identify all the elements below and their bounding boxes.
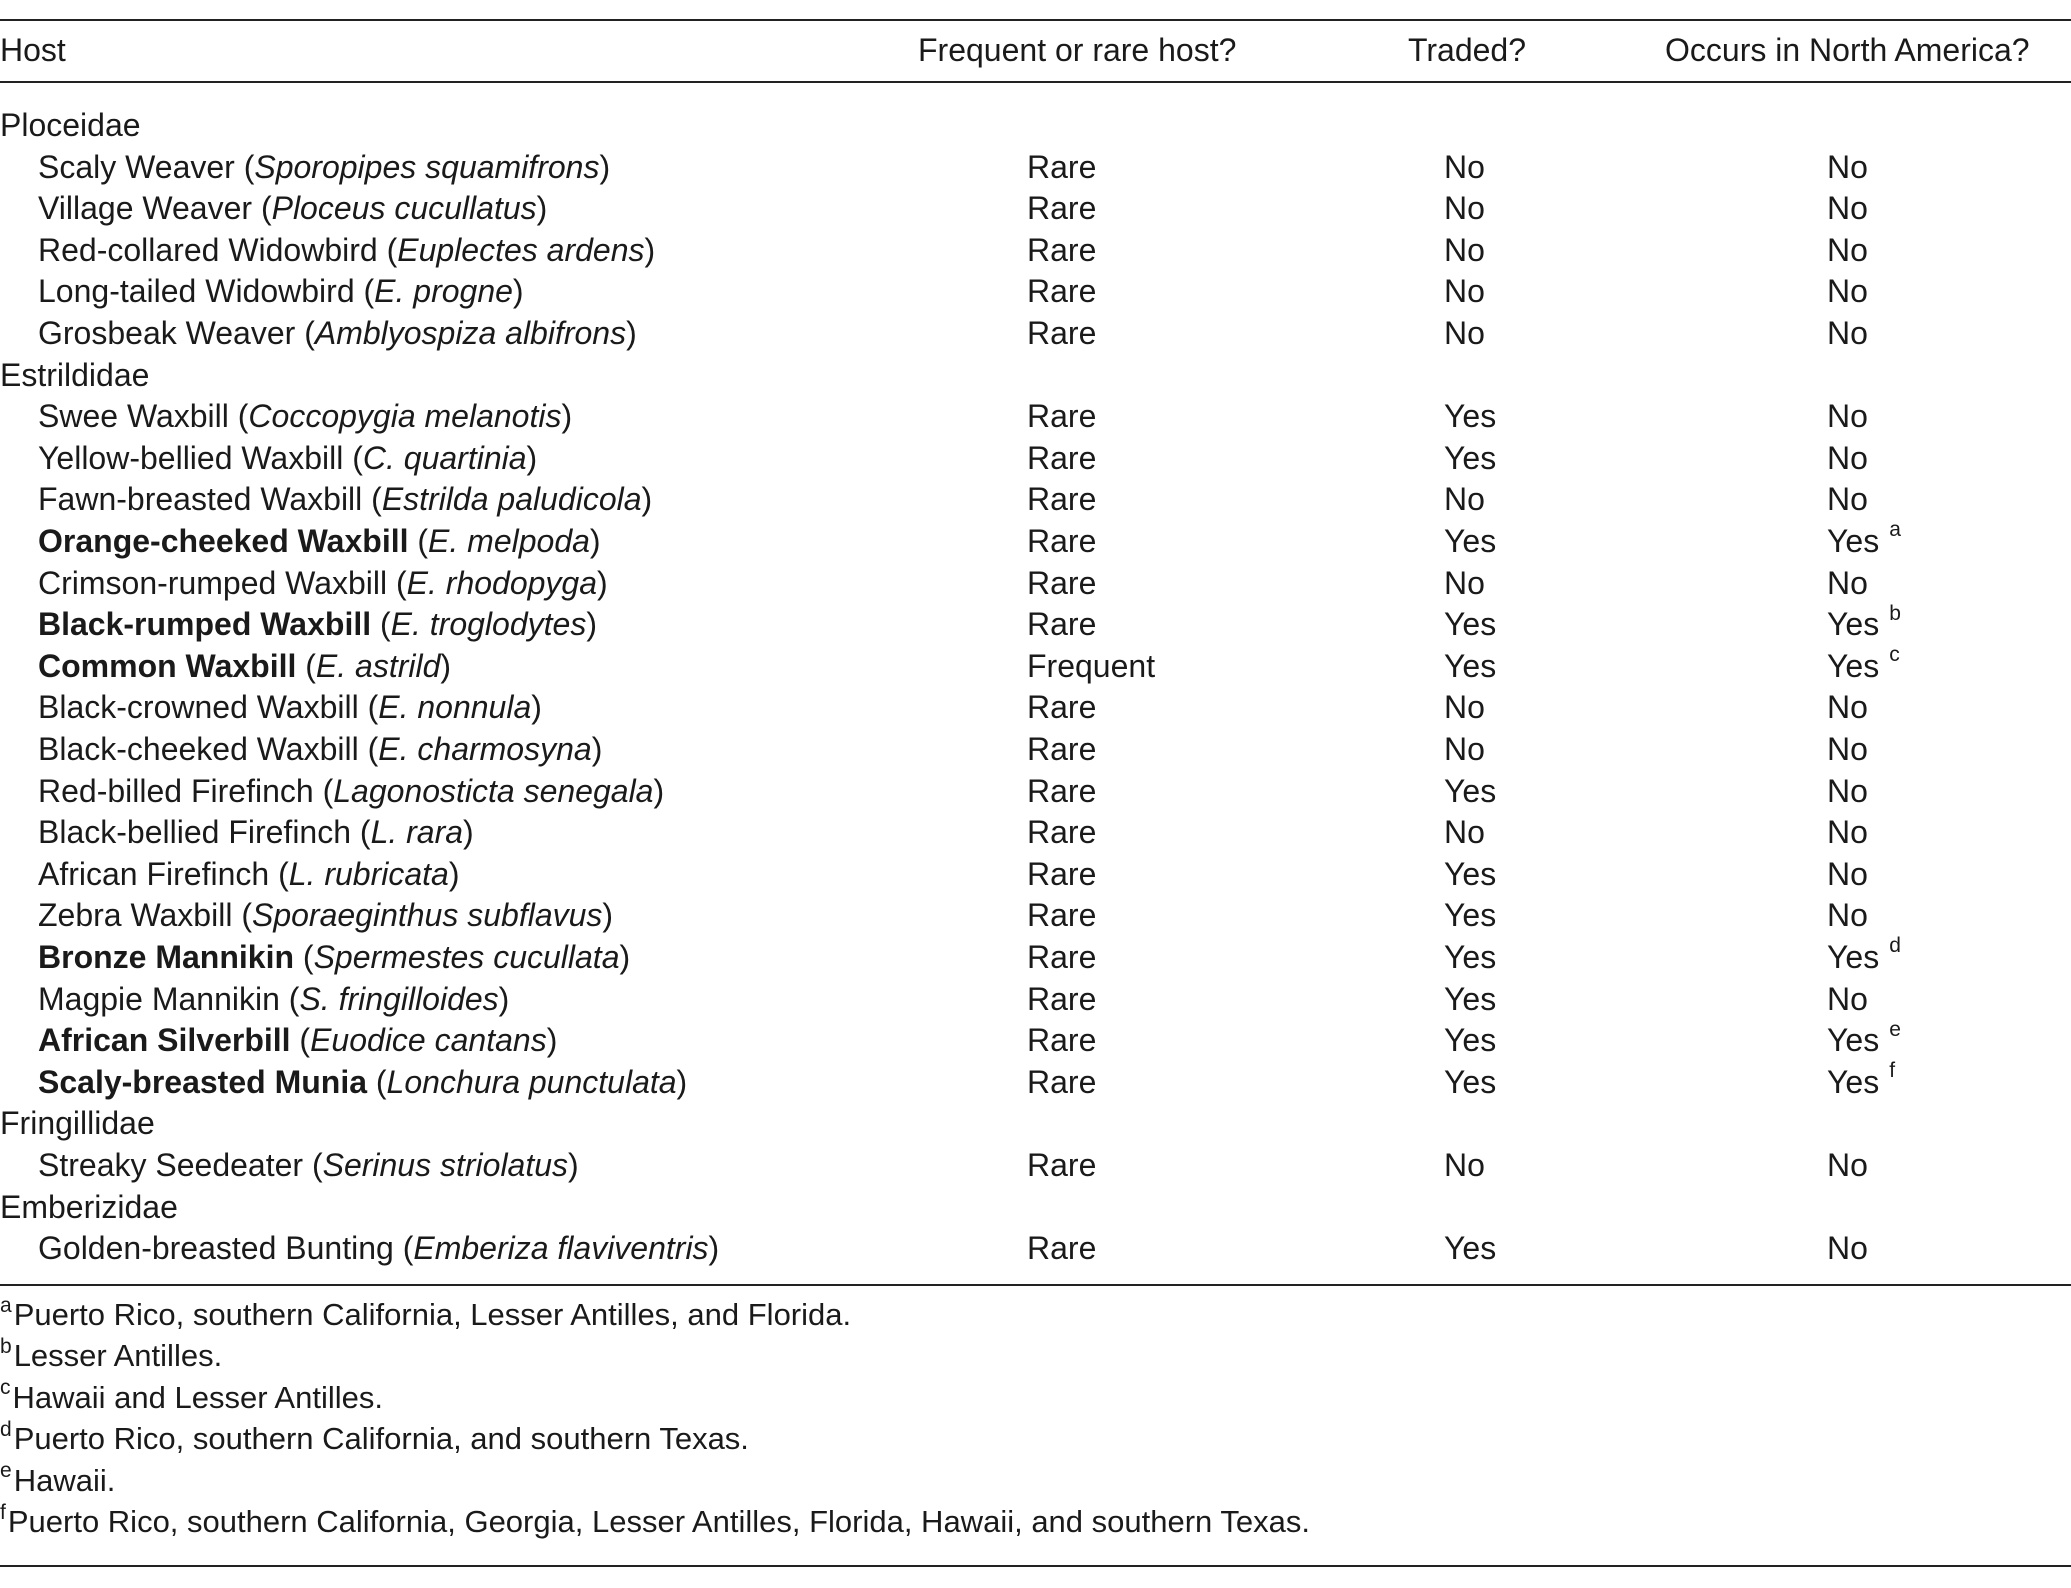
- scientific-name: Sporaeginthus subflavus: [251, 897, 603, 934]
- bottom-rule: [0, 1565, 2071, 1567]
- north-america-cell: [1827, 187, 1868, 229]
- common-name: Scaly-breasted Munia: [38, 1063, 367, 1100]
- table-row: [0, 270, 2071, 312]
- host-cell: Orange-cheeked Waxbill (E. melpoda): [38, 523, 601, 559]
- traded-cell: Yes: [1444, 647, 1497, 684]
- north-america-value: No: [1827, 315, 1868, 351]
- family-name: Emberizidae: [0, 1188, 178, 1225]
- common-name: African Firefinch: [38, 855, 270, 892]
- frequency-cell: Rare: [1027, 1022, 1097, 1059]
- scientific-name: Lagonosticta senegala: [333, 772, 654, 809]
- common-name: Orange-cheeked Waxbill: [38, 523, 409, 559]
- header-traded: Traded?: [1408, 32, 1526, 68]
- host-cell: Magpie Mannikin (S. fringilloides): [38, 980, 510, 1017]
- north-america-cell: [1827, 936, 1901, 978]
- scientific-name: L. rubricata: [288, 855, 449, 892]
- scientific-name: E. progne: [374, 273, 513, 310]
- common-name: Streaky Seedeater: [38, 1147, 304, 1183]
- host-cell: Red-collared Widowbird (Euplectes ardens): [38, 231, 656, 268]
- header-host: Host: [0, 32, 66, 68]
- north-america-cell: [1827, 312, 1868, 354]
- footnote-letter: d: [0, 1417, 12, 1441]
- north-america-cell: [1827, 562, 1868, 604]
- footnote: [0, 1502, 1310, 1542]
- frequency-cell: Rare: [1027, 481, 1097, 518]
- common-name: Common Waxbill: [38, 647, 297, 684]
- common-name: Black-rumped Waxbill: [38, 606, 372, 643]
- footnote: [0, 1378, 383, 1418]
- traded-cell: No: [1444, 231, 1485, 268]
- scientific-name: Euplectes ardens: [397, 231, 645, 268]
- scientific-name: Emberiza flaviventris: [413, 1230, 709, 1267]
- family-row: [0, 1102, 2071, 1144]
- common-name: Magpie Mannikin: [38, 980, 280, 1017]
- traded-cell: Yes: [1444, 980, 1497, 1017]
- table-row: [0, 770, 2071, 812]
- host-cell: Scaly-breasted Munia (Lonchura punctulata): [38, 1063, 688, 1100]
- scientific-name: C. quartinia: [362, 439, 527, 476]
- north-america-cell: [1827, 520, 1901, 562]
- frequency-cell: Rare: [1027, 190, 1097, 227]
- north-america-cell: [1827, 603, 1901, 645]
- table-row: [0, 686, 2071, 728]
- north-america-value: No: [1827, 731, 1868, 767]
- traded-cell: Yes: [1444, 439, 1497, 476]
- table-row: [0, 562, 2071, 604]
- footnote-text: Puerto Rico, southern California, and southern Texas.: [13, 1421, 749, 1457]
- north-america-cell: [1827, 728, 1868, 770]
- host-cell: Black-cheeked Waxbill (E. charmosyna): [38, 731, 603, 767]
- traded-cell: Yes: [1444, 1022, 1497, 1059]
- traded-cell: Yes: [1444, 855, 1497, 892]
- north-america-cell: [1827, 1227, 1868, 1269]
- scientific-name: Lonchura punctulata: [386, 1063, 677, 1100]
- footnote-mark: c: [1889, 643, 1900, 667]
- north-america-value: No: [1827, 855, 1868, 892]
- traded-cell: No: [1444, 148, 1485, 185]
- table-row: [0, 520, 2071, 562]
- north-america-value: Yes: [1827, 647, 1880, 684]
- footnote-text: Lesser Antilles.: [13, 1338, 223, 1374]
- north-america-cell: [1827, 270, 1868, 312]
- host-cell: Black-rumped Waxbill (E. troglodytes): [38, 606, 597, 643]
- north-america-cell: [1827, 1061, 1895, 1103]
- common-name: Black-cheeked Waxbill: [38, 731, 359, 767]
- frequency-cell: Rare: [1027, 1147, 1097, 1183]
- footnote-mark: f: [1889, 1059, 1896, 1083]
- scientific-name: E. astrild: [315, 647, 441, 684]
- table-row: [0, 187, 2071, 229]
- table-row: [0, 146, 2071, 188]
- footnote: [0, 1295, 851, 1335]
- table-row: [0, 811, 2071, 853]
- traded-cell: Yes: [1444, 1230, 1497, 1267]
- footnote-letter: e: [0, 1459, 12, 1483]
- common-name: Black-crowned Waxbill: [38, 689, 359, 726]
- footnote-text: Puerto Rico, southern California, Georgia, Lesser Antilles, Florida, Hawaii, and southern Texas.: [7, 1504, 1310, 1539]
- scientific-name: Coccopygia melanotis: [248, 398, 562, 435]
- north-america-value: No: [1827, 439, 1868, 476]
- north-america-cell: [1827, 437, 1868, 479]
- north-america-cell: [1827, 229, 1868, 271]
- north-america-cell: [1827, 146, 1868, 188]
- frequency-cell: Rare: [1027, 731, 1097, 767]
- host-cell: Zebra Waxbill (Sporaeginthus subflavus): [38, 897, 614, 934]
- table-row: [0, 1227, 2071, 1269]
- table-row: [0, 478, 2071, 520]
- footnote-letter: c: [0, 1376, 11, 1400]
- host-cell: African Firefinch (L. rubricata): [38, 855, 460, 892]
- table-row: [0, 395, 2071, 437]
- common-name: Red-collared Widowbird: [38, 231, 378, 268]
- footnote: [0, 1336, 222, 1376]
- host-cell: Yellow-bellied Waxbill (C. quartinia): [38, 439, 538, 476]
- footnote-text: Puerto Rico, southern California, Lesser Antilles, and Florida.: [13, 1297, 852, 1332]
- footnote: [0, 1419, 749, 1459]
- scientific-name: Sporopipes squamifrons: [254, 148, 600, 185]
- north-america-value: No: [1827, 564, 1868, 601]
- traded-cell: No: [1444, 315, 1485, 351]
- table-row: [0, 645, 2071, 687]
- traded-cell: No: [1444, 564, 1485, 601]
- host-cell: Scaly Weaver (Sporopipes squamifrons): [38, 148, 611, 185]
- host-cell: Common Waxbill (E. astrild): [38, 647, 452, 684]
- table-row: [0, 936, 2071, 978]
- table-row: [0, 853, 2071, 895]
- north-america-value: No: [1827, 689, 1868, 726]
- traded-cell: Yes: [1444, 1063, 1497, 1100]
- table-row: [0, 1019, 2071, 1061]
- host-cell: Village Weaver (Ploceus cucullatus): [38, 190, 548, 227]
- traded-cell: No: [1444, 1147, 1485, 1183]
- scientific-name: Estrilda paludicola: [381, 481, 642, 518]
- common-name: Black-bellied Firefinch: [38, 814, 352, 851]
- north-america-cell: [1827, 395, 1868, 437]
- frequency-cell: Rare: [1027, 814, 1097, 851]
- family-row: [0, 354, 2071, 396]
- common-name: Village Weaver: [38, 190, 253, 227]
- host-cell: Golden-breasted Bunting (Emberiza flaviventris): [38, 1230, 720, 1267]
- traded-cell: No: [1444, 689, 1485, 726]
- frequency-cell: Rare: [1027, 231, 1097, 268]
- footnote-text: Hawaii and Lesser Antilles.: [12, 1379, 383, 1415]
- host-cell: Crimson-rumped Waxbill (E. rhodopyga): [38, 564, 608, 601]
- host-cell: Long-tailed Widowbird (E. progne): [38, 273, 524, 310]
- host-cell: Fawn-breasted Waxbill (Estrilda paludicola): [38, 481, 653, 518]
- common-name: Red-billed Firefinch: [38, 772, 314, 809]
- common-name: Crimson-rumped Waxbill: [38, 564, 388, 601]
- scientific-name: E. charmosyna: [378, 731, 592, 767]
- traded-cell: No: [1444, 190, 1485, 227]
- frequency-cell: Rare: [1027, 606, 1097, 643]
- header-north-america: Occurs in North America?: [1665, 32, 2030, 68]
- footnote-letter: f: [0, 1500, 6, 1524]
- header-rule: [0, 81, 2071, 83]
- footnote-letter: a: [0, 1293, 12, 1317]
- common-name: Bronze Mannikin: [38, 939, 295, 975]
- north-america-value: No: [1827, 273, 1868, 310]
- north-america-value: No: [1827, 231, 1868, 268]
- traded-cell: No: [1444, 273, 1485, 310]
- frequency-cell: Rare: [1027, 689, 1097, 726]
- north-america-cell: [1827, 1019, 1901, 1061]
- north-america-value: No: [1827, 897, 1868, 934]
- frequency-cell: Rare: [1027, 523, 1097, 559]
- top-rule: [0, 19, 2071, 21]
- host-cell: Streaky Seedeater (Serinus striolatus): [38, 1147, 579, 1183]
- scientific-name: L. rara: [370, 814, 464, 851]
- common-name: Grosbeak Weaver: [38, 315, 296, 351]
- north-america-cell: [1827, 978, 1868, 1020]
- north-america-value: Yes: [1827, 606, 1880, 643]
- north-america-cell: [1827, 686, 1868, 728]
- common-name: Scaly Weaver: [38, 148, 235, 185]
- north-america-cell: [1827, 894, 1868, 936]
- common-name: Long-tailed Widowbird: [38, 273, 355, 310]
- north-america-cell: [1827, 478, 1868, 520]
- north-america-value: No: [1827, 148, 1868, 185]
- frequency-cell: Rare: [1027, 315, 1097, 351]
- scientific-name: Ploceus cucullatus: [271, 190, 537, 227]
- family-name: Ploceidae: [0, 107, 141, 143]
- table-row: [0, 1061, 2071, 1103]
- north-america-value: Yes: [1827, 1063, 1880, 1100]
- north-america-cell: [1827, 853, 1868, 895]
- north-america-value: Yes: [1827, 939, 1880, 975]
- north-america-cell: [1827, 645, 1900, 687]
- north-america-value: No: [1827, 190, 1868, 227]
- frequency-cell: Rare: [1027, 1063, 1097, 1100]
- table-row: [0, 978, 2071, 1020]
- north-america-value: No: [1827, 1230, 1868, 1267]
- north-america-value: No: [1827, 980, 1868, 1017]
- family-name: Fringillidae: [0, 1105, 155, 1142]
- frequency-cell: Rare: [1027, 772, 1097, 809]
- footnote-letter: b: [0, 1335, 12, 1359]
- scientific-name: S. fringilloides: [299, 980, 499, 1017]
- table-row: [0, 894, 2071, 936]
- header-row: [0, 29, 2071, 71]
- table-row: [0, 312, 2071, 354]
- scientific-name: E. rhodopyga: [406, 564, 598, 601]
- common-name: African Silverbill: [38, 1022, 291, 1059]
- north-america-cell: [1827, 770, 1868, 812]
- host-cell: Bronze Mannikin (Spermestes cucullata): [38, 939, 631, 975]
- footnote-mark: e: [1889, 1017, 1901, 1041]
- frequency-cell: Rare: [1027, 148, 1097, 185]
- north-america-value: No: [1827, 814, 1868, 851]
- host-cell: Red-billed Firefinch (Lagonosticta senegala): [38, 772, 665, 809]
- family-name: Estrildidae: [0, 356, 150, 393]
- scientific-name: E. troglodytes: [390, 606, 587, 643]
- scientific-name: E. nonnula: [378, 689, 532, 726]
- frequency-cell: Rare: [1027, 1230, 1097, 1267]
- frequency-cell: Rare: [1027, 564, 1097, 601]
- north-america-value: No: [1827, 772, 1868, 809]
- traded-cell: No: [1444, 814, 1485, 851]
- frequency-cell: Rare: [1027, 398, 1097, 435]
- family-row: [0, 104, 2071, 146]
- common-name: Golden-breasted Bunting: [38, 1230, 394, 1267]
- frequency-cell: Rare: [1027, 897, 1097, 934]
- frequency-cell: Rare: [1027, 939, 1097, 975]
- traded-cell: No: [1444, 481, 1485, 518]
- scientific-name: Amblyospiza albifrons: [314, 315, 627, 351]
- footnote-text: Hawaii.: [13, 1462, 116, 1498]
- north-america-cell: [1827, 1144, 1868, 1186]
- table-row: [0, 603, 2071, 645]
- family-row: [0, 1186, 2071, 1228]
- scientific-name: Euodice cantans: [310, 1022, 547, 1059]
- north-america-value: Yes: [1827, 1022, 1880, 1059]
- host-cell: African Silverbill (Euodice cantans): [38, 1022, 558, 1059]
- table-row: [0, 437, 2071, 479]
- traded-cell: Yes: [1444, 398, 1497, 435]
- common-name: Fawn-breasted Waxbill: [38, 481, 363, 518]
- north-america-value: No: [1827, 398, 1868, 435]
- traded-cell: Yes: [1444, 939, 1497, 975]
- footnote-mark: d: [1889, 934, 1901, 958]
- host-cell: Swee Waxbill (Coccopygia melanotis): [38, 398, 573, 435]
- scientific-name: Serinus striolatus: [322, 1147, 569, 1183]
- host-cell: Grosbeak Weaver (Amblyospiza albifrons): [38, 315, 637, 351]
- body-bottom-rule: [0, 1284, 2071, 1286]
- host-cell: Black-bellied Firefinch (L. rara): [38, 814, 474, 851]
- traded-cell: Yes: [1444, 772, 1497, 809]
- frequency-cell: Rare: [1027, 855, 1097, 892]
- traded-cell: No: [1444, 731, 1485, 767]
- host-cell: Black-crowned Waxbill (E. nonnula): [38, 689, 542, 726]
- common-name: Swee Waxbill: [38, 398, 229, 435]
- header-frequency: Frequent or rare host?: [918, 32, 1237, 68]
- frequency-cell: Frequent: [1027, 647, 1156, 684]
- traded-cell: Yes: [1444, 523, 1497, 559]
- north-america-cell: [1827, 811, 1868, 853]
- footnote-mark: a: [1889, 518, 1901, 542]
- scientific-name: Spermestes cucullata: [313, 939, 620, 975]
- north-america-value: No: [1827, 481, 1868, 518]
- common-name: Yellow-bellied Waxbill: [38, 439, 344, 476]
- table-row: [0, 1144, 2071, 1186]
- footnote-mark: b: [1889, 601, 1901, 625]
- table-row: [0, 728, 2071, 770]
- traded-cell: Yes: [1444, 897, 1497, 934]
- frequency-cell: Rare: [1027, 273, 1097, 310]
- footnote: [0, 1461, 115, 1501]
- frequency-cell: Rare: [1027, 439, 1097, 476]
- scientific-name: E. melpoda: [428, 523, 590, 559]
- north-america-value: No: [1827, 1147, 1868, 1183]
- table-row: [0, 229, 2071, 271]
- common-name: Zebra Waxbill: [38, 897, 233, 934]
- traded-cell: Yes: [1444, 606, 1497, 643]
- north-america-value: Yes: [1827, 523, 1880, 559]
- frequency-cell: Rare: [1027, 980, 1097, 1017]
